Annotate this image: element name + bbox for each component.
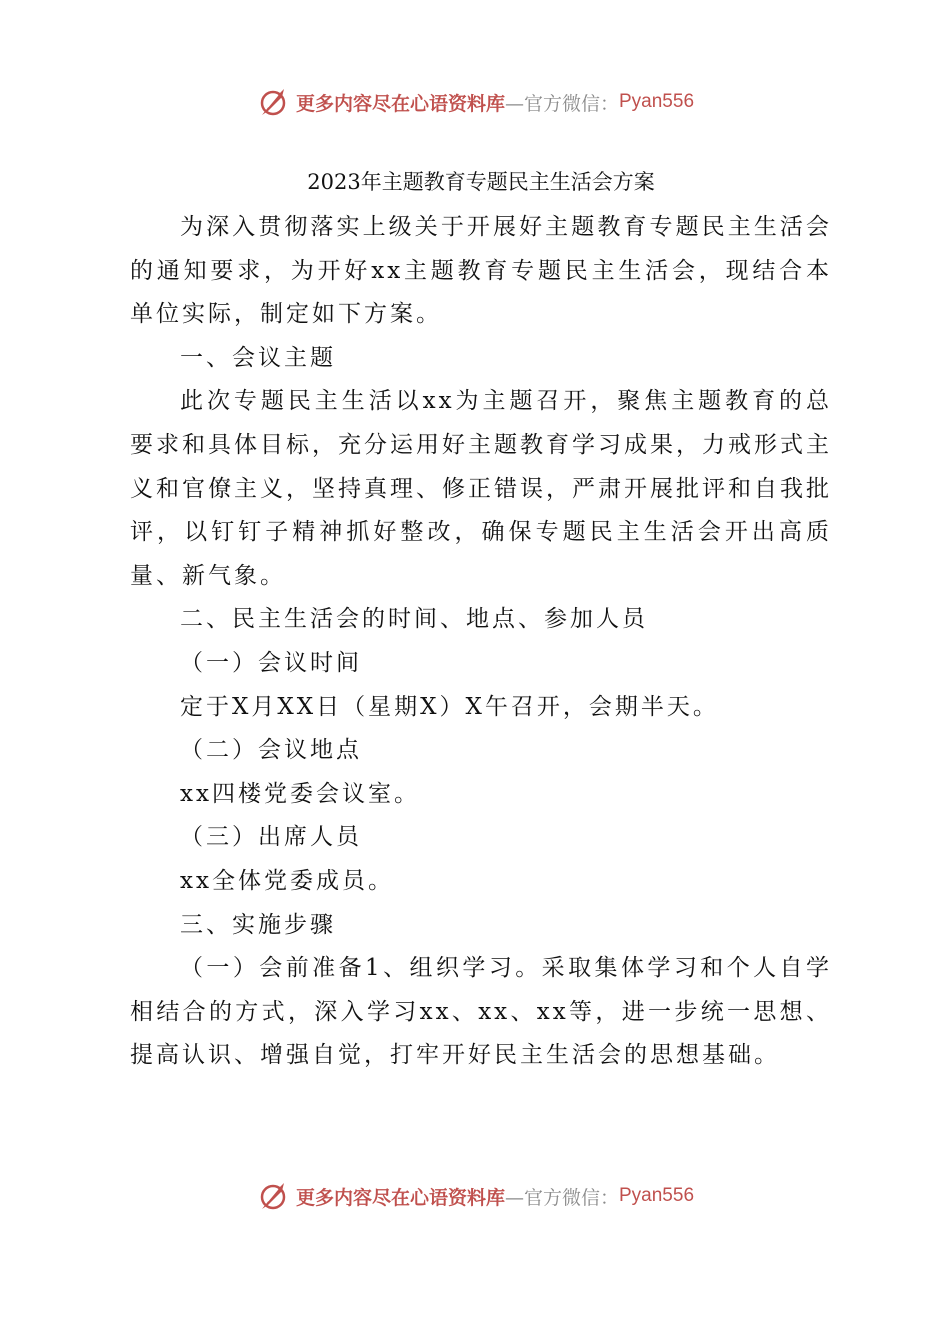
document-title: 2023年主题教育专题民主生活会方案 [307, 170, 655, 194]
preparation-paragraph: （一）会前准备1、组织学习。采取集体学习和个人自学相结合的方式，深入学习xx、xx、xx等，进一步统一思想、提高认识、增强自觉，打牢开好民主生活会的思想基础。 [130, 955, 832, 1069]
section-heading-3: 三、实施步骤 [180, 911, 336, 938]
subheading-location: （二）会议地点 [180, 737, 362, 764]
subheading-time: （一）会议时间 [180, 649, 362, 676]
banner-wechat-label: —官方微信： [504, 92, 619, 115]
attendees-paragraph: xx全体党委成员。 [180, 867, 394, 894]
banner-wechat-id: Pyan556 [619, 91, 695, 112]
header-banner [0, 82, 950, 122]
footer-wechat-id: Pyan556 [619, 1185, 695, 1206]
quill-pen-logo-icon [256, 85, 290, 119]
section-heading-2: 二、民主生活会的时间、地点、参加人员 [180, 606, 648, 633]
banner-site-name: 更多内容尽在心语资料库 [295, 92, 505, 115]
section-heading-1: 一、会议主题 [180, 344, 336, 371]
theme-paragraph: 此次专题民主生活以xx为主题召开，聚焦主题教育的总要求和具体目标，充分运用好主题教育学习成果，力戒形式主义和官僚主义，坚持真理、修正错误，严肃开展批评和自我批评，以钉钉子精神抓好整改，确保专题民主生活会开出高质量、新气象。 [130, 388, 832, 589]
quill-pen-logo-icon [256, 1179, 290, 1213]
footer-site-name: 更多内容尽在心语资料库 [295, 1186, 505, 1209]
subheading-attendees: （三）出席人员 [180, 824, 362, 851]
footer-banner [0, 1176, 950, 1216]
footer-wechat-label: —官方微信： [504, 1186, 619, 1209]
document-body [130, 158, 832, 1078]
location-paragraph: xx四楼党委会议室。 [180, 780, 420, 807]
intro-paragraph: 为深入贯彻落实上级关于开展好主题教育专题民主生活会的通知要求，为开好xx主题教育专题民主生活会，现结合本单位实际，制定如下方案。 [130, 214, 832, 328]
time-paragraph: 定于X月XX日（星期X）X午召开，会期半天。 [180, 693, 719, 720]
